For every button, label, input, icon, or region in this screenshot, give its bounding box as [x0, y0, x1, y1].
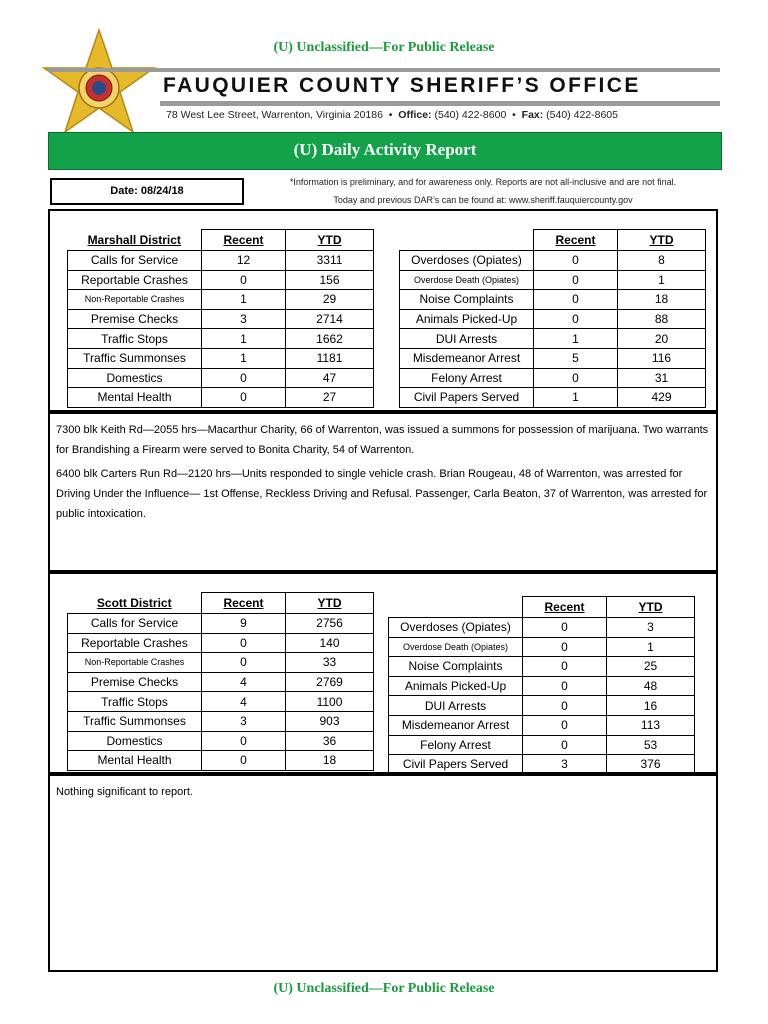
row-ytd: 48: [607, 676, 695, 696]
row-label: Animals Picked-Up: [389, 676, 523, 696]
row-ytd: 25: [607, 657, 695, 677]
org-title: FAUQUIER COUNTY SHERIFF’S OFFICE: [163, 74, 641, 97]
row-label: Traffic Summonses: [68, 348, 202, 368]
marshall-notes: [48, 412, 718, 572]
row-label: Noise Complaints: [389, 657, 523, 677]
row-label: Noise Complaints: [400, 290, 534, 310]
table-row: [68, 731, 374, 751]
row-recent: 0: [534, 251, 618, 271]
table-row: [400, 270, 706, 290]
row-label: Misdemeanor Arrest: [400, 348, 534, 368]
row-ytd: 47: [286, 368, 374, 388]
table-row: [68, 368, 374, 388]
row-label: Overdoses (Opiates): [389, 618, 523, 638]
recent-header: Recent: [202, 230, 286, 251]
row-ytd: 903: [286, 711, 374, 731]
recent-header: Recent: [523, 597, 607, 618]
row-recent: 0: [202, 751, 286, 771]
row-ytd: 29: [286, 290, 374, 310]
row-ytd: 140: [286, 633, 374, 653]
row-ytd: 1662: [286, 329, 374, 349]
recent-header: Recent: [534, 230, 618, 251]
row-recent: 0: [523, 696, 607, 716]
row-ytd: 116: [618, 348, 706, 368]
row-recent: 0: [202, 633, 286, 653]
row-recent: 1: [202, 290, 286, 310]
row-label: Reportable Crashes: [68, 633, 202, 653]
contact-line: 78 West Lee Street, Warrenton, Virginia 20186 • Office: (540) 422-8600 • Fax: (540) 422-8605: [166, 109, 618, 121]
row-ytd: 429: [618, 388, 706, 408]
row-recent: 5: [534, 348, 618, 368]
fax-label: Fax:: [521, 109, 544, 121]
row-label: Non-Reportable Crashes: [68, 653, 202, 673]
classification-bottom: (U) Unclassified—For Public Release: [273, 981, 495, 996]
table-row: [400, 368, 706, 388]
table-row: [68, 348, 374, 368]
report-title: (U) Daily Activity Report: [293, 140, 477, 159]
row-recent: 1: [202, 348, 286, 368]
recent-header: Recent: [202, 593, 286, 614]
table-row: [389, 735, 695, 755]
row-recent: 3: [523, 755, 607, 775]
ytd-header: YTD: [286, 593, 374, 614]
scott-district-title: Scott District: [96, 595, 172, 610]
row-label: Traffic Stops: [68, 329, 202, 349]
table-row: [68, 711, 374, 731]
classification-top: (U) Unclassified—For Public Release: [273, 40, 495, 55]
table-row: [389, 676, 695, 696]
row-label: Misdemeanor Arrest: [389, 715, 523, 735]
table-row: [68, 290, 374, 310]
date-box: Date: 08/24/18: [50, 178, 244, 205]
scott-right-table: [388, 596, 695, 775]
table-row: [400, 290, 706, 310]
row-recent: 0: [202, 731, 286, 751]
row-ytd: 3311: [286, 251, 374, 271]
row-label: Mental Health: [68, 751, 202, 771]
row-ytd: 2769: [286, 672, 374, 692]
row-recent: 12: [202, 251, 286, 271]
row-label: Civil Papers Served: [389, 755, 523, 775]
row-label: Domestics: [68, 368, 202, 388]
row-recent: 3: [202, 711, 286, 731]
row-label: DUI Arrests: [389, 696, 523, 716]
row-label: DUI Arrests: [400, 329, 534, 349]
row-ytd: 36: [286, 731, 374, 751]
row-recent: 1: [534, 388, 618, 408]
row-label: Traffic Stops: [68, 692, 202, 712]
row-ytd: 1181: [286, 348, 374, 368]
row-ytd: 2756: [286, 614, 374, 634]
ytd-header: YTD: [286, 230, 374, 251]
row-recent: 0: [534, 368, 618, 388]
table-row: [68, 692, 374, 712]
report-title-band: [48, 132, 722, 170]
marshall-district-title: Marshall District: [87, 232, 181, 247]
row-ytd: 1: [618, 270, 706, 290]
row-label: Felony Arrest: [400, 368, 534, 388]
info-disclaimer: *Information is preliminary, and for awareness only. Reports are not all-inclusive and are not final.: [289, 177, 677, 187]
table-row: [68, 633, 374, 653]
table-row: [68, 309, 374, 329]
row-ytd: 376: [607, 755, 695, 775]
row-label: Felony Arrest: [389, 735, 523, 755]
row-ytd: 3: [607, 618, 695, 638]
row-recent: 0: [202, 388, 286, 408]
row-recent: 0: [202, 653, 286, 673]
row-label: Overdose Death (Opiates): [400, 270, 534, 290]
row-label: Premise Checks: [68, 672, 202, 692]
row-recent: 4: [202, 672, 286, 692]
row-label: Premise Checks: [68, 309, 202, 329]
row-ytd: 16: [607, 696, 695, 716]
office-phone: (540) 422-8600: [434, 109, 507, 121]
row-recent: 0: [534, 290, 618, 310]
row-ytd: 33: [286, 653, 374, 673]
row-ytd: 113: [607, 715, 695, 735]
marshall-note-1: 7300 blk Keith Rd—2055 hrs—Macarthur Charity, 66 of Warrenton, was issued a summons for possession of marijuana. Two warrants for Brandishing a Firearm were served to Bonita Charity, 54 of Warrenton.: [56, 424, 709, 456]
row-recent: 1: [202, 329, 286, 349]
table-row: [400, 348, 706, 368]
table-row: [389, 618, 695, 638]
row-recent: 0: [534, 270, 618, 290]
table-row: [389, 696, 695, 716]
row-ytd: 1100: [286, 692, 374, 712]
table-row: [400, 251, 706, 271]
row-recent: 4: [202, 692, 286, 712]
table-row: [68, 388, 374, 408]
info-link-line: Today and previous DAR’s can be found at: www.sheriff.fauquiercounty.gov: [333, 195, 633, 205]
table-row: [389, 715, 695, 735]
row-recent: 0: [523, 637, 607, 657]
row-label: Non-Reportable Crashes: [68, 290, 202, 310]
row-label: Calls for Service: [68, 251, 202, 271]
row-recent: 0: [523, 657, 607, 677]
row-ytd: 18: [618, 290, 706, 310]
marshall-right-table: [399, 229, 706, 408]
table-row: [389, 657, 695, 677]
office-label: Office:: [398, 109, 432, 121]
row-recent: 3: [202, 309, 286, 329]
row-ytd: 1: [607, 637, 695, 657]
scott-note-1: Nothing significant to report.: [56, 786, 193, 798]
row-ytd: 2714: [286, 309, 374, 329]
marshall-note-2: 6400 blk Carters Run Rd—2120 hrs—Units responded to single vehicle crash. Brian Rougeau, 48 of Warrenton, was arrested for Driving Under the Influence— 1st Offense, Reckless Driving and Refusal. Passenger, Carla Beaton, 37 of Warrenton, was arrested for public intoxication.: [56, 468, 708, 520]
title-rule-bottom: [160, 101, 720, 106]
table-row: [389, 755, 695, 775]
row-ytd: 88: [618, 309, 706, 329]
row-label: Civil Papers Served: [400, 388, 534, 408]
row-recent: 0: [534, 309, 618, 329]
row-recent: 0: [523, 735, 607, 755]
row-label: Calls for Service: [68, 614, 202, 634]
scott-notes: [48, 774, 718, 972]
row-label: Animals Picked-Up: [400, 309, 534, 329]
title-rule-top: [48, 68, 720, 72]
row-ytd: 156: [286, 270, 374, 290]
row-label: Overdoses (Opiates): [400, 251, 534, 271]
table-row: [400, 329, 706, 349]
scott-left-table: [67, 592, 374, 771]
row-recent: 0: [523, 618, 607, 638]
marshall-district-section: [48, 209, 718, 412]
sheriff-star-badge-icon: [40, 28, 158, 136]
row-recent: 0: [202, 270, 286, 290]
row-ytd: 8: [618, 251, 706, 271]
marshall-left-table: [67, 229, 374, 408]
scott-district-section: [48, 572, 718, 774]
row-ytd: 27: [286, 388, 374, 408]
row-label: Overdose Death (Opiates): [389, 637, 523, 657]
row-ytd: 53: [607, 735, 695, 755]
row-label: Traffic Summonses: [68, 711, 202, 731]
table-row: [400, 309, 706, 329]
row-ytd: 20: [618, 329, 706, 349]
row-recent: 0: [523, 715, 607, 735]
ytd-header: YTD: [618, 230, 706, 251]
table-row: [68, 270, 374, 290]
table-row: [68, 751, 374, 771]
row-ytd: 18: [286, 751, 374, 771]
ytd-header: YTD: [607, 597, 695, 618]
row-label: Mental Health: [68, 388, 202, 408]
address: 78 West Lee Street, Warrenton, Virginia 20186: [166, 109, 383, 121]
row-recent: 0: [523, 676, 607, 696]
table-row: [68, 672, 374, 692]
row-recent: 0: [202, 368, 286, 388]
row-ytd: 31: [618, 368, 706, 388]
fax-phone: (540) 422-8605: [546, 109, 618, 121]
row-recent: 9: [202, 614, 286, 634]
table-row: [400, 388, 706, 408]
row-label: Domestics: [68, 731, 202, 751]
row-recent: 1: [534, 329, 618, 349]
table-row: [68, 614, 374, 634]
table-row: [389, 637, 695, 657]
table-row: [68, 329, 374, 349]
table-row: [68, 251, 374, 271]
row-label: Reportable Crashes: [68, 270, 202, 290]
table-row: [68, 653, 374, 673]
